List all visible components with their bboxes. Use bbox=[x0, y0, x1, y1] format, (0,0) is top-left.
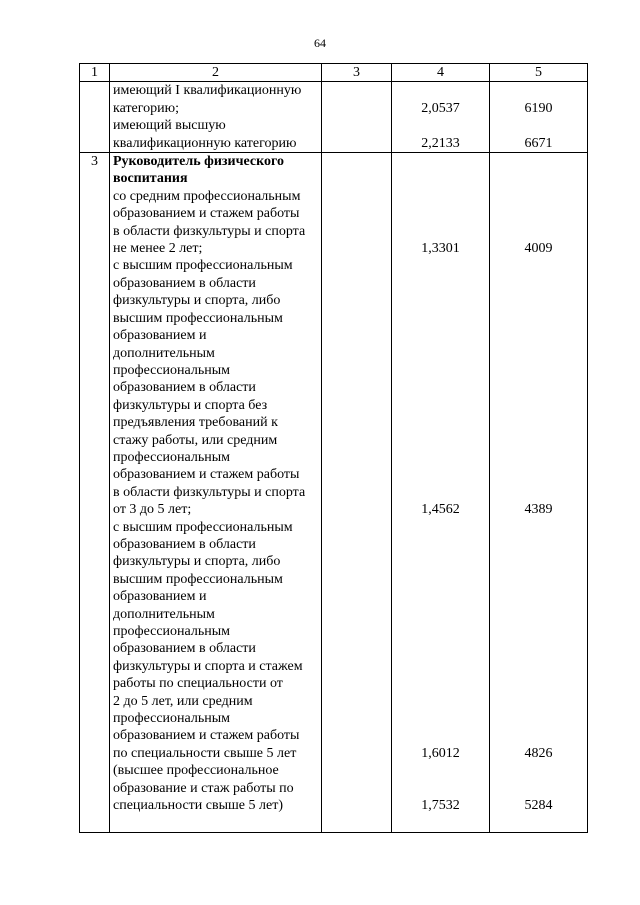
header-col-2: 2 bbox=[110, 64, 322, 82]
coefficient-value: 2,2133 bbox=[421, 135, 460, 151]
description-line: профессиональным bbox=[113, 362, 231, 378]
salary-table bbox=[79, 63, 588, 833]
description-line: высшим профессиональным bbox=[113, 310, 283, 326]
description-line: образованием в области bbox=[113, 536, 256, 552]
description-line: специальности свыше 5 лет) bbox=[113, 798, 283, 814]
salary-value: 4389 bbox=[524, 502, 553, 518]
empty-column-3 bbox=[322, 153, 392, 833]
description-line: физкультуры и спорта без bbox=[113, 397, 268, 413]
empty-column-3 bbox=[322, 82, 392, 153]
coefficient-value: 1,6012 bbox=[421, 745, 460, 761]
description-line: категорию; bbox=[113, 100, 180, 116]
description-line: профессиональным bbox=[113, 449, 231, 465]
description-line: с высшим профессиональным bbox=[113, 519, 293, 535]
coefficient-cell bbox=[392, 153, 490, 833]
description-line: от 3 до 5 лет; bbox=[113, 502, 192, 518]
description-line: в области физкультуры и спорта bbox=[113, 484, 306, 500]
description-line: образованием и стажем работы bbox=[113, 467, 300, 483]
header-col-5: 5 bbox=[490, 64, 588, 82]
description-line: имеющий I квалификационную bbox=[113, 83, 302, 99]
description-line: предъявления требований к bbox=[113, 415, 278, 431]
salary-value: 6190 bbox=[524, 100, 553, 116]
header-col-3: 3 bbox=[322, 64, 392, 82]
description-line: не менее 2 лет; bbox=[113, 241, 203, 257]
description-line: стажу работы, или средним bbox=[113, 432, 278, 448]
description-line: физкультуры и спорта, либо bbox=[113, 554, 281, 570]
coefficient-value: 1,7532 bbox=[421, 797, 460, 813]
position-title-line: Руководитель физического bbox=[113, 154, 284, 170]
table-row bbox=[80, 82, 588, 153]
table-header-row bbox=[80, 64, 588, 82]
coefficient-value: 1,3301 bbox=[421, 241, 460, 257]
table-row bbox=[80, 153, 588, 833]
description-line: высшим профессиональным bbox=[113, 571, 283, 587]
description-line: 2 до 5 лет, или средним bbox=[113, 693, 253, 709]
description-line: в области физкультуры и спорта bbox=[113, 223, 306, 239]
description-line: по специальности свыше 5 лет bbox=[113, 745, 297, 761]
description-line: имеющий высшую bbox=[113, 118, 226, 134]
description-line: с высшим профессиональным bbox=[113, 258, 293, 274]
description-line: физкультуры и спорта и стажем bbox=[113, 658, 303, 674]
page-number: 64 bbox=[314, 36, 326, 50]
description-line: образованием в области bbox=[113, 641, 256, 657]
salary-value: 4009 bbox=[524, 241, 553, 257]
salary-value: 4826 bbox=[524, 745, 553, 761]
description-line: дополнительным bbox=[113, 345, 215, 361]
description-line: (высшее профессиональное bbox=[113, 763, 279, 779]
salary-cell bbox=[490, 153, 588, 833]
position-title-line: воспитания bbox=[113, 171, 188, 187]
description-line: образованием и стажем работы bbox=[113, 728, 300, 744]
description-line: образованием и стажем работы bbox=[113, 206, 300, 222]
position-description bbox=[110, 153, 322, 833]
salary-cell bbox=[490, 82, 588, 153]
salary-value: 6671 bbox=[524, 135, 553, 151]
row-number bbox=[80, 82, 110, 153]
description-line: работы по специальности от bbox=[113, 676, 283, 692]
description-line: квалификационную категорию bbox=[113, 135, 297, 151]
description-line: профессиональным bbox=[113, 711, 231, 727]
salary-value: 5284 bbox=[524, 797, 553, 813]
description-line: профессиональным bbox=[113, 624, 231, 639]
description-line: образование и стаж работы по bbox=[113, 780, 294, 796]
row-number: 3 bbox=[80, 153, 110, 833]
description-line: со средним профессиональным bbox=[113, 188, 301, 204]
coefficient-value: 1,4562 bbox=[421, 502, 460, 518]
header-col-4: 4 bbox=[392, 64, 490, 82]
coefficient-cell bbox=[392, 82, 490, 153]
description-line: образованием в области bbox=[113, 380, 256, 396]
coefficient-value: 2,0537 bbox=[421, 100, 460, 116]
description-line: образованием и bbox=[113, 328, 207, 344]
header-col-1: 1 bbox=[80, 64, 110, 82]
description-line: дополнительным bbox=[113, 606, 215, 622]
description-line: образованием в области bbox=[113, 275, 256, 291]
position-description bbox=[110, 82, 322, 153]
description-line: образованием и bbox=[113, 589, 207, 605]
description-line: физкультуры и спорта, либо bbox=[113, 293, 281, 309]
